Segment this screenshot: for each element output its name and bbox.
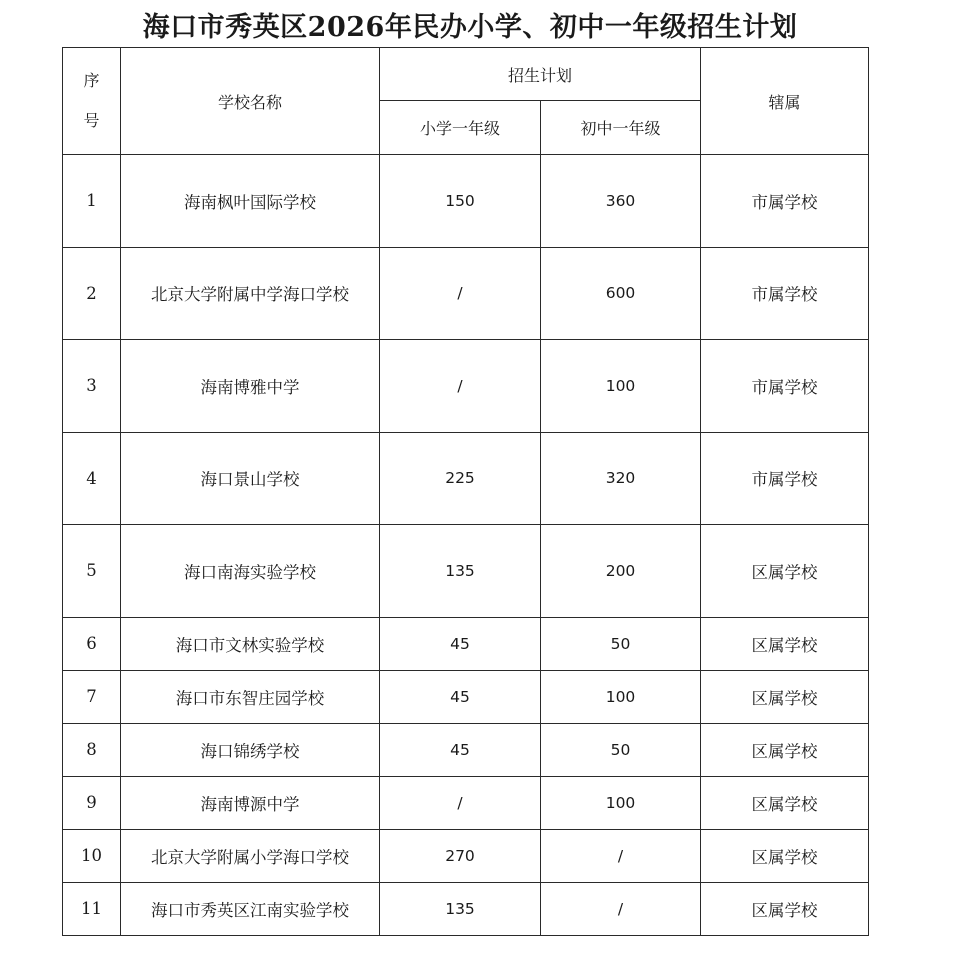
table-row [63,882,869,935]
cell-seq: 8 [63,723,121,776]
cell-junior: 600 [541,247,701,340]
cell-junior: 360 [541,155,701,248]
cell-school-name: 北京大学附属中学海口学校 [121,247,380,340]
cell-primary: 225 [380,432,541,525]
cell-primary: 270 [380,829,541,882]
cell-school-name: 北京大学附属小学海口学校 [121,829,380,882]
cell-seq: 11 [63,882,121,935]
cell-affiliation: 区属学校 [701,882,869,935]
header-seq-top: 序 [83,71,100,90]
cell-seq: 7 [63,670,121,723]
cell-seq: 1 [63,155,121,248]
cell-junior: 50 [541,617,701,670]
cell-school-name: 海口市文林实验学校 [121,617,380,670]
table-row [63,155,869,248]
cell-school-name: 海南博源中学 [121,776,380,829]
cell-junior: 100 [541,670,701,723]
cell-primary: 45 [380,670,541,723]
header-school-name: 学校名称 [121,48,380,155]
cell-affiliation: 区属学校 [701,723,869,776]
header-seq-bottom: 号 [83,111,100,130]
header-affiliation: 辖属 [701,48,869,155]
cell-seq: 6 [63,617,121,670]
cell-school-name: 海口南海实验学校 [121,525,380,618]
cell-primary: 150 [380,155,541,248]
cell-seq: 2 [63,247,121,340]
cell-seq: 5 [63,525,121,618]
table-body [63,155,869,936]
cell-primary: / [380,340,541,433]
cell-school-name: 海南博雅中学 [121,340,380,433]
cell-school-name: 海口景山学校 [121,432,380,525]
cell-primary: 45 [380,723,541,776]
cell-affiliation: 区属学校 [701,776,869,829]
cell-primary: 135 [380,882,541,935]
table-row [63,670,869,723]
cell-school-name: 海口市东智庄园学校 [121,670,380,723]
cell-seq: 9 [63,776,121,829]
cell-affiliation: 市属学校 [701,155,869,248]
table-row [63,340,869,433]
cell-school-name: 海南枫叶国际学校 [121,155,380,248]
table-row [63,723,869,776]
cell-primary: 45 [380,617,541,670]
header-row-top [63,48,869,101]
enrollment-table [62,47,869,936]
header-seq [63,48,121,155]
cell-affiliation: 市属学校 [701,247,869,340]
header-enrollment-plan: 招生计划 [380,48,701,101]
cell-affiliation: 区属学校 [701,617,869,670]
cell-school-name: 海口市秀英区江南实验学校 [121,882,380,935]
table-row [63,617,869,670]
cell-seq: 3 [63,340,121,433]
header-primary-grade1: 小学一年级 [380,101,541,155]
table-row [63,776,869,829]
cell-primary: 135 [380,525,541,618]
cell-junior: / [541,829,701,882]
cell-primary: / [380,776,541,829]
cell-affiliation: 区属学校 [701,829,869,882]
table-row [63,432,869,525]
cell-junior: 200 [541,525,701,618]
cell-affiliation: 区属学校 [701,525,869,618]
table-row [63,247,869,340]
table-row [63,829,869,882]
header-junior-grade1: 初中一年级 [541,101,701,155]
cell-affiliation: 区属学校 [701,670,869,723]
cell-junior: 100 [541,340,701,433]
page-title: 海口市秀英区2026年民办小学、初中一年级招生计划 [142,12,798,43]
cell-affiliation: 市属学校 [701,340,869,433]
cell-junior: / [541,882,701,935]
table-row [63,525,869,618]
cell-school-name: 海口锦绣学校 [121,723,380,776]
cell-junior: 50 [541,723,701,776]
cell-junior: 320 [541,432,701,525]
cell-junior: 100 [541,776,701,829]
cell-affiliation: 市属学校 [701,432,869,525]
cell-seq: 4 [63,432,121,525]
cell-seq: 10 [63,829,121,882]
cell-primary: / [380,247,541,340]
